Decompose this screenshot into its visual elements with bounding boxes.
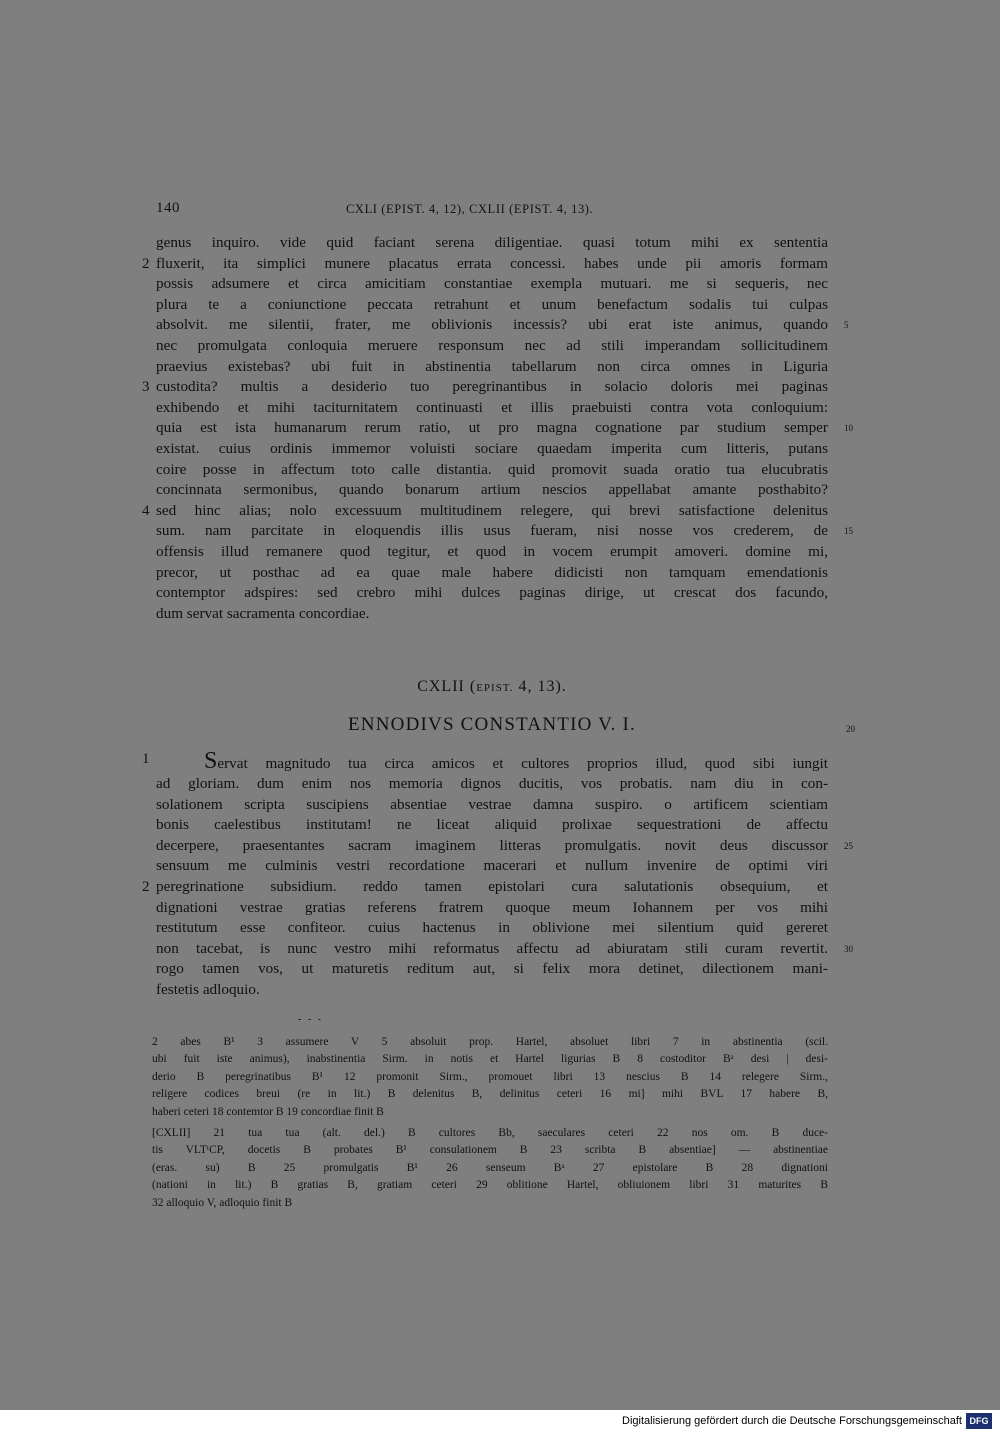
text-line [156,398,828,419]
text-line [156,274,828,295]
line-text: rogo tamen vos, ut maturetis reditum aut, si felix mora detinet, dilectionem mani- [156,960,828,978]
text-line [156,439,828,460]
line-text: genus inquiro. vide quid faciant serena diligentiae. quasi totum mihi ex sententia [156,234,828,251]
apparatus-line: 2 abes B¹ 3 assumere V 5 absoluit prop. Hartel, absoluet libri 7 in abstinentia (scil. [152,1036,828,1048]
line-text: ad gloriam. dum enim nos memoria dignos ducitis, vos probatis. nam diu in con- [156,775,828,792]
page-number: 140 [156,200,180,216]
line-text: solationem scripta suscipiens absentiae vestrae damna suspiro. o artificem scientiam [156,795,828,813]
running-title: CXLI (EPIST. 4, 12), CXLII (EPIST. 4, 13). [346,202,594,216]
letter-cxli-text [142,233,853,624]
initial-letter: S [204,748,218,774]
text-line [156,795,828,816]
text-line [142,377,828,398]
line-text: coire posse in affectum toto calle distantia. quid promovit suada oratio tua elucubratis [156,460,828,478]
apparatus-line: derio B peregrinatibus B¹ 12 promonit Sirm., promouet libri 13 nescius B 14 relegere Sirm., [152,1070,828,1083]
text-line [156,418,853,439]
text-line [142,254,828,275]
line-text: praevius existebas? ubi fuit in abstinentia tabellarum non circa omnes in Liguria [156,357,828,375]
letter-cxlii-text [142,774,853,1001]
apparatus-line: religere codices breui (re in lit.) B delenitus B, delinitus ceteri 16 mi] mihi BVL 17 habere B, [152,1088,828,1101]
text-line [156,295,828,316]
text-line [156,774,828,795]
line-text: absolvit. me silentii, frater, me oblivionis incessis? ubi erat iste animus, quando [156,316,828,334]
first-line-text: ervat magnitudo tua circa amicos et cultores proprios illud, quod sibi iungit [217,755,828,772]
line-text: restitutum esse confiteor. cuius hactenus in oblivione mei silentium quid gereret [156,919,828,937]
text-line [142,501,828,522]
text-line [156,460,828,481]
text-line [156,980,828,1001]
text-line [156,836,853,857]
letter-ref-prefix: ( [469,678,477,695]
text-line [156,939,853,960]
text-line [156,542,828,563]
apparatus-line: (nationi in lit.) B gratias B, gratiam ceteri 29 oblitione Hartel, obliuionem libri 31 maturites B [152,1179,828,1192]
line-text: festetis adloquio. [156,980,260,998]
line-text: existat. cuius ordinis immemor voluisti sociare quaedam imperita cum litteris, putans [156,439,828,457]
line-text: precor, ut posthac ad ea quae male habere didicisti non tamquam emendationis [156,563,828,581]
section-number: 1 [142,751,150,767]
line-text: concinnata sermonibus, quando bonarum artium nescios appellabat amante posthabito? [156,481,828,499]
apparatus-line: tis VLTᵗCP, docetis B probates B¹ consulationem B 23 scribta B absentiae] — abstinentiae [152,1144,828,1157]
text-line [156,521,853,542]
section-number: 4 [142,502,150,519]
text-line [156,315,849,336]
text-line [142,877,828,898]
letter-ref-small: EPIST. [476,682,514,694]
funding-credit: Digitalisierung gefördert durch die Deutsche Forschungsgemeinschaft [622,1415,962,1427]
text-line [156,918,828,939]
critical-apparatus-2 [152,1125,828,1212]
line-text: contemptor adspires: sed crebro mihi dulces paginas dirige, ut crescat dos facundo, [156,584,828,602]
section-number: 2 [142,878,150,895]
apparatus-line: 32 alloquio V, adloquio finit B [152,1196,293,1209]
line-number-marker: 5 [844,320,849,331]
letter-cxlii-first-line [142,748,828,774]
apparatus-line: ubi fuit iste animus), inabstinentia Sirm. in notis et Hartel ligurias B 8 costoditor Bᵃ desi | desi- [152,1053,828,1066]
line-text: fluxerit, ita simplici munere placatus errata concessi. habes unde pii amoris formam [156,254,828,272]
line-text: sed hinc alias; nolo excessuum multitudinem relegere, qui brevi satisfactione delenitus [156,501,828,519]
footer-bar [0,1410,1000,1434]
line-text: nec promulgata conloquia meruere responsum nec ad stili imperandam sollicitudinem [156,336,828,354]
line-text: dignationi vestrae gratias referens fratrem quoque meum Iohannem per vos mihi [156,898,828,916]
line-text: possis adsumere et circa amicitiam constantiae exempla mutuari. me si sequeris, nec [156,275,828,293]
line-number-marker: 10 [844,423,853,434]
text-line [156,563,828,584]
apparatus-line: [CXLII] 21 tua tua (alt. del.) B cultores Bb, saeculares ceteri 22 nos om. B duce- [152,1127,828,1139]
text-line [156,357,828,378]
apparatus-line: haberi ceteri 18 contemtor B 19 concordiae finit B [152,1105,384,1118]
line-text: decerpere, praesentantes sacram imaginem litteras promulgatis. novit deus discussor [156,836,828,854]
line-text: sum. nam parcitate in eloquendis illis usus fueram, nisi nosse vos crederem, de [156,522,828,540]
line-number-marker: 20 [846,724,855,734]
line-text: bonis caelestibus institutam! ne liceat aliquid prolixae sequestrationi de affectu [156,816,828,834]
separator-mark: - - - [298,1014,323,1025]
text-line [156,959,828,980]
text-line [156,480,828,501]
line-text: quia est ista humanarum rerum ratio, ut pro magna cognatione par studium semper [156,419,828,437]
letter-number-heading [156,678,828,696]
letter-number: CXLII [417,678,465,695]
text-line [156,856,828,877]
text-line [156,815,828,836]
text-line [156,336,828,357]
line-text: exhibendo et mihi taciturnitatem continuasti et illis praebuisti contra vota conloquium: [156,398,828,416]
critical-apparatus-1 [152,1034,828,1121]
line-text: dum servat sacramenta concordiae. [156,604,370,622]
line-text: sensuum me culminis vestri recordatione macerari et nullum invenire de optimi viri [156,857,828,875]
line-text: non tacebat, is nunc vestro mihi reformatus affectu ad abiuratam stili curam revertit. [156,939,828,957]
line-text: offensis illud remanere quod tegitur, et quod in vocem erumpit amoveri. domine mi, [156,542,828,560]
letter-ref-rest: 4, 13). [513,678,567,695]
line-number-marker: 30 [844,943,853,954]
section-number: 2 [142,255,150,272]
line-text: custodita? multis a desiderio tuo peregrinantibus in solacio doloris mei paginas [156,378,828,396]
text-line [156,604,828,625]
text-line [156,898,828,919]
line-text: peregrinatione subsidium. reddo tamen epistolari cura salutationis obsequium, et [156,877,828,895]
apparatus-line: (eras. su) B 25 promulgatis B¹ 26 senseum Bᵃ 27 epistolare B 28 dignationi [152,1161,828,1174]
text-line [142,748,828,774]
line-number-marker: 15 [844,526,853,537]
letter-address-heading: ENNODIVS CONSTANTIO V. I. [348,714,636,735]
line-text: plura te a coniunctione peccata retrahunt et unum benefactum sodalis tui culpas [156,295,828,313]
text-line [156,233,828,254]
line-number-marker: 25 [844,840,853,851]
dfg-logo: DFG [966,1413,992,1429]
section-number: 3 [142,379,150,396]
text-line [156,583,828,604]
